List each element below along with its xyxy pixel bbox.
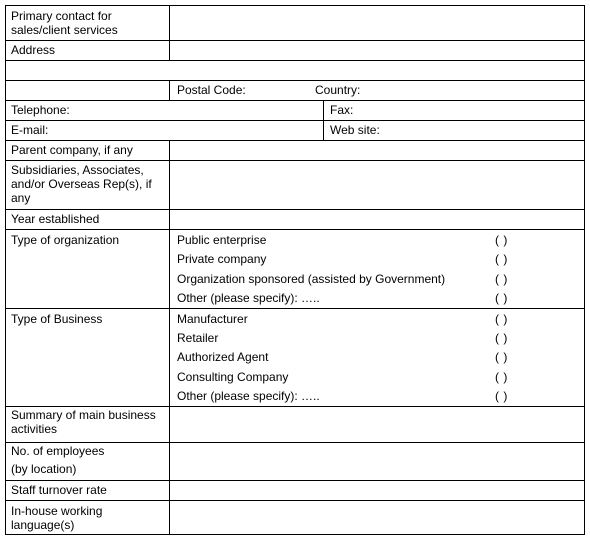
business-option-other: Other (please specify): ….. (177, 389, 320, 403)
staff-turnover-label: Staff turnover rate (11, 483, 107, 497)
org-option-public: Public enterprise (177, 233, 267, 247)
parent-company-field[interactable] (171, 142, 582, 159)
row-line (5, 60, 585, 61)
summary-field[interactable] (171, 408, 582, 441)
summary-label: Summary of main business activities (11, 408, 156, 436)
employees-label-line2: (by location) (11, 462, 77, 476)
year-established-label: Year established (11, 212, 100, 226)
business-checkbox-agent[interactable]: ( ) (495, 350, 508, 364)
border-top (5, 5, 585, 6)
border-bottom (5, 534, 585, 535)
business-option-manufacturer: Manufacturer (177, 312, 248, 326)
business-option-agent: Authorized Agent (177, 350, 269, 364)
subsidiaries-label: Subsidiaries, Associates, and/or Overseas Rep(s), if any (11, 163, 152, 205)
org-option-private: Private company (177, 252, 267, 266)
org-checkbox-other[interactable]: ( ) (495, 291, 508, 305)
col-divider-postal (169, 80, 170, 100)
employees-field[interactable] (171, 444, 582, 479)
col-divider-b (169, 140, 170, 535)
business-option-consulting: Consulting Company (177, 370, 289, 384)
border-left (5, 5, 6, 535)
email-label: E-mail: (11, 123, 49, 137)
row-line (5, 80, 585, 81)
type-of-organization-label: Type of organization (11, 233, 120, 247)
postal-code-label: Postal Code: (177, 83, 246, 97)
business-checkbox-retailer[interactable]: ( ) (495, 331, 508, 345)
row-line (5, 229, 585, 230)
business-checkbox-other[interactable]: ( ) (495, 389, 508, 403)
row-line (5, 442, 585, 443)
address-line-2-field[interactable] (7, 62, 582, 79)
row-line (5, 160, 585, 161)
website-label: Web site: (330, 123, 380, 137)
row-line (5, 40, 585, 41)
primary-contact-field[interactable] (171, 7, 582, 39)
row-line (5, 140, 585, 141)
languages-label: In-house working language(s) (11, 504, 103, 532)
year-established-field[interactable] (171, 211, 582, 228)
row-line (5, 480, 585, 481)
row-line (5, 100, 585, 101)
org-checkbox-private[interactable]: ( ) (495, 252, 508, 266)
row-line (5, 406, 585, 407)
country-label: Country: (315, 83, 361, 97)
business-checkbox-manufacturer[interactable]: ( ) (495, 312, 508, 326)
col-divider-a (169, 5, 170, 60)
address-label: Address (11, 43, 56, 57)
border-right (584, 5, 585, 535)
fax-label: Fax: (330, 103, 354, 117)
telephone-label: Telephone: (11, 103, 70, 117)
address-field[interactable] (171, 42, 582, 59)
languages-field[interactable] (171, 502, 582, 533)
row-line (5, 308, 585, 309)
org-checkbox-sponsored[interactable]: ( ) (495, 272, 508, 286)
address-line-3-field[interactable] (7, 82, 168, 99)
type-of-business-label: Type of Business (11, 312, 103, 326)
parent-company-label: Parent company, if any (11, 143, 133, 157)
company-profile-form (5, 5, 585, 535)
staff-turnover-field[interactable] (171, 482, 582, 499)
primary-contact-label: Primary contact for sales/client services (11, 9, 118, 37)
subsidiaries-field[interactable] (171, 162, 582, 208)
business-option-retailer: Retailer (177, 331, 219, 345)
row-line (5, 500, 585, 501)
business-checkbox-consulting[interactable]: ( ) (495, 370, 508, 384)
row-line (5, 120, 585, 121)
employees-label-line1: No. of employees (11, 444, 105, 458)
org-option-sponsored: Organization sponsored (assisted by Government) (177, 272, 446, 286)
org-checkbox-public[interactable]: ( ) (495, 233, 508, 247)
row-line (5, 209, 585, 210)
org-option-other: Other (please specify): ….. (177, 291, 320, 305)
